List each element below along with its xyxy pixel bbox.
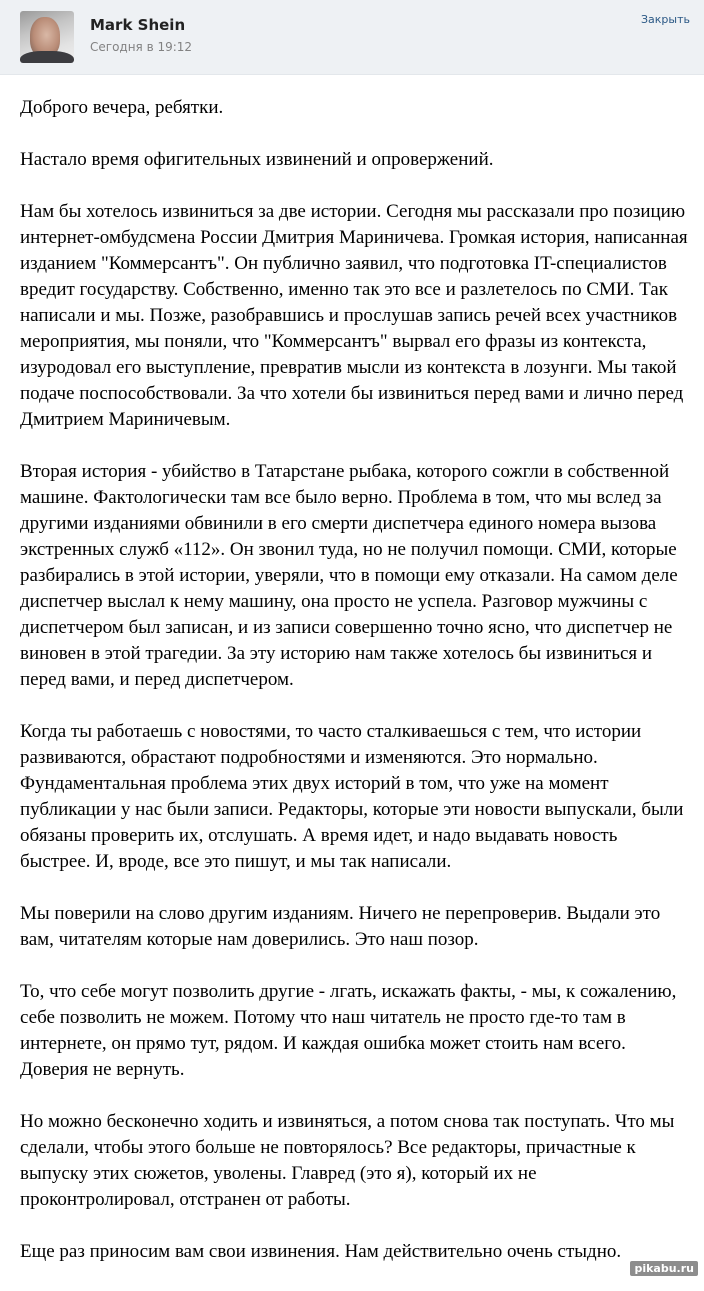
post-header: [0, 0, 704, 75]
post-paragraph: Но можно бесконечно ходить и извиняться, а потом снова так поступать. Что мы сделали, чтобы этого больше не повторялось? Все редакторы, причастные к выпуску этих сюжетов, уволены. Главред (это я), который их не проконтролировал, отстранен от работы.: [20, 1111, 675, 1210]
author-name[interactable]: Mark Shein: [90, 16, 186, 34]
post-paragraph: Настало время офигительных извинений и опровержений.: [20, 149, 494, 170]
post-paragraph: Нам бы хотелось извиниться за две истории. Сегодня мы рассказали про позицию интернет-омбудсмена России Дмитрия Мариничева. Громкая история, написанная изданием "Коммерсантъ". Он публично заявил, что подготовка IT-специалистов вредит государству. Собственно, именно так это все и разлетелось по СМИ. Так написали и мы. Позже, разобравшись и прослушав запись речей всех участников мероприятия, мы поняли, что "Коммерсантъ" вырвал его фразы из контекста, изуродовал его выступление, превратив мысли из контекста в лозунги. Мы такой подаче поспособствовали. За что хотели бы извиниться перед вами и лично перед Дмитрием Мариничевым.: [20, 201, 688, 430]
avatar-shoulders: [20, 51, 74, 63]
post-paragraph: Еще раз приносим вам свои извинения. Нам действительно очень стыдно.: [20, 1241, 622, 1262]
watermark-logo: pikabu.ru: [630, 1261, 698, 1276]
post-paragraph: Мы поверили на слово другим изданиям. Ничего не перепроверив. Выдали это вам, читателям которые нам доверились. Это наш позор.: [20, 903, 661, 950]
post-timestamp[interactable]: Сегодня в 19:12: [90, 40, 193, 54]
post-paragraph: Доброго вечера, ребятки.: [20, 97, 224, 118]
post-body: [20, 95, 692, 1291]
close-button[interactable]: Закрыть: [641, 13, 690, 26]
post-paragraph: То, что себе могут позволить другие - лгать, искажать факты, - мы, к сожалению, себе позволить не можем. Потому что наш читатель не просто где-то там в интернете, он прямо тут, рядом. И каждая ошибка может стоить нам всего. Доверия не вернуть.: [20, 981, 677, 1080]
avatar[interactable]: [20, 11, 74, 63]
post-paragraph: Когда ты работаешь с новостями, то часто сталкиваешься с тем, что истории развиваются, обрастают подробностями и изменяются. Это нормально. Фундаментальная проблема этих двух историй в том, что уже на момент публикации у нас были записи. Редакторы, которые эти новости выпускали, были обязаны проверить их, отслушать. А время идет, и надо выдавать новость быстрее. И, вроде, все это пишут, и мы так написали.: [20, 721, 684, 872]
post-paragraph: Вторая история - убийство в Татарстане рыбака, которого сожгли в собственной машине. Фактологически там все было верно. Проблема в том, что мы вслед за другими изданиями обвинили в его смерти диспетчера единого номера вызова экстренных служб «112». Он звонил туда, но не получил помощи. СМИ, которые разбирались в этой истории, уверяли, что в помощи ему отказали. На самом деле диспетчер выслал к нему машину, она просто не успела. Разговор мужчины с диспетчером был записан, и из записи совершенно точно ясно, что диспетчер не виновен в этой трагедии. За эту историю нам также хотелось бы извиниться и перед вами, и перед диспетчером.: [20, 461, 678, 690]
